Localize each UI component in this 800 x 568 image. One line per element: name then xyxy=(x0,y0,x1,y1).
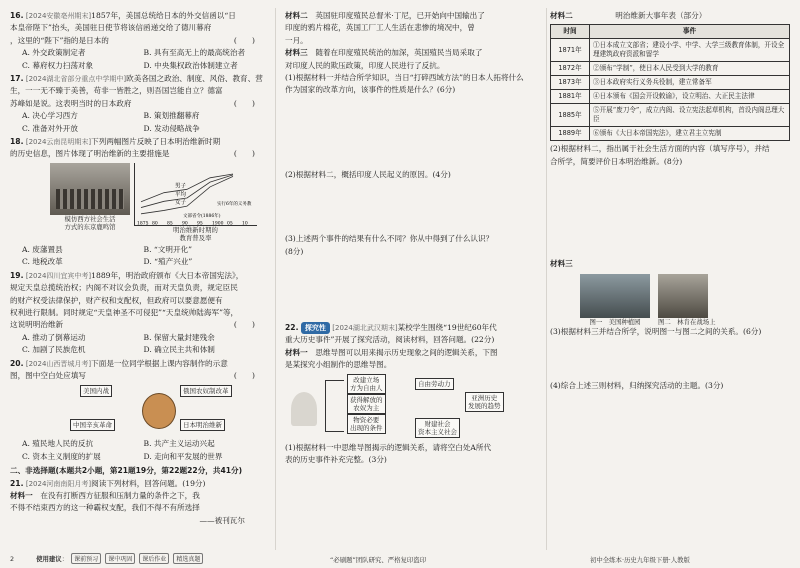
option-b[interactable]: B. “文明开化” xyxy=(143,244,193,254)
usage-pill: 课中巩固 xyxy=(105,553,135,564)
material-label: 材料三 xyxy=(550,259,573,269)
question-number: 16. xyxy=(10,11,24,20)
question-source-tag: [2024云南昆明期末] xyxy=(25,138,92,147)
question-stem: 权利进行限制。同时规定“天皇神圣不可侵犯”“天皇统帅陆海军”等， xyxy=(10,307,239,317)
series-label: 平均 xyxy=(175,191,187,198)
table-cell-year: 1872年 xyxy=(551,62,590,76)
answer-space[interactable] xyxy=(550,168,790,258)
answer-space[interactable] xyxy=(285,181,543,233)
question-stem: 重大历史事件”开展了探究活动，阅读材料，回答问题。(22分) xyxy=(285,335,495,345)
question-stem: 阅读下列材料，回答问题。(19分) xyxy=(91,478,206,488)
option-d[interactable]: D. “殖产兴业” xyxy=(143,257,193,267)
table-row xyxy=(551,127,790,141)
option-c[interactable]: C. 资本主义制度的扩展 xyxy=(22,451,101,461)
table-cell-year: 1885年 xyxy=(551,104,590,127)
table-header: 时间 xyxy=(551,25,590,39)
figure-caption: 图一 美国种植园 xyxy=(589,317,641,326)
diagram-box: 中国辛亥革命 xyxy=(70,419,115,431)
column-divider xyxy=(275,8,276,550)
x-tick-label: 05 xyxy=(227,221,233,225)
question-type-badge: 探究性 xyxy=(301,322,330,334)
question-stem: 图，图中空白处应填写 xyxy=(10,370,86,380)
question-stem: 规定天皇总揽统治权；内阁不对议会负责，而对天皇负责，规定臣民 xyxy=(10,283,238,293)
table-row xyxy=(551,39,790,62)
option-c[interactable]: C. 准备对外开放 xyxy=(22,123,78,133)
mind-map-node: 财建社会 资本主义社会 xyxy=(415,418,460,438)
options xyxy=(10,332,265,357)
figure-caption: 模仿西方社会生活 xyxy=(64,214,116,223)
answer-paren: ( ) xyxy=(233,149,255,159)
chart-annotation: 文部省令(1886年) xyxy=(183,213,221,219)
mind-map-node: 获得解放的 农奴为主 xyxy=(347,394,386,414)
plantation-photo xyxy=(580,274,650,318)
concept-diagram xyxy=(10,383,265,437)
sub-question: (2)根据材料二，概括印度人民起义的原因。(4分) xyxy=(285,169,451,179)
question-16 xyxy=(10,10,265,72)
footer-left: 2 使用建议： 课前预习 课中巩固 课后作业 精选真题 xyxy=(10,553,204,564)
material-text: 一月。 xyxy=(285,35,308,45)
series-line-2 xyxy=(141,176,233,213)
material-text: 思维导图可以用来揭示历史现象之间的逻辑关系，下图 xyxy=(315,347,498,357)
table-cell-year: 1871年 xyxy=(551,39,590,62)
table-cell-year: 1873年 xyxy=(551,76,590,90)
material-source: ——被刊瓦尔 xyxy=(199,515,245,525)
x-tick-label: 95 xyxy=(197,221,203,225)
series-label: 女子 xyxy=(175,199,187,206)
lincoln-photo xyxy=(658,274,708,318)
chart-svg xyxy=(135,163,257,225)
table-row xyxy=(551,62,790,76)
question-stem: 欧美各国之政治、制度、风俗、教育、营 xyxy=(126,74,263,84)
option-b[interactable]: B. 具有至高无上的最高统治者 xyxy=(143,48,246,58)
usage-pill: 课后作业 xyxy=(139,553,169,564)
question-source-tag: [2024山西晋城月考] xyxy=(25,359,92,368)
usage-label: 使用建议 xyxy=(36,555,62,563)
question-22 xyxy=(285,322,543,466)
sub-question: (3)上述两个事件的结果有什么不同？你从中得到了什么认识？ xyxy=(285,234,494,244)
answer-space[interactable] xyxy=(285,97,543,169)
options xyxy=(10,244,265,269)
rocket-icon xyxy=(291,392,317,426)
figure-row xyxy=(10,163,265,242)
sub-question: (4)综合上述三则材料，归纳探究活动的主题。(3分) xyxy=(550,381,724,391)
diagram-box: 美国内战 xyxy=(80,385,112,397)
option-c[interactable]: C. 加剧了民族危机 xyxy=(22,345,86,355)
x-tick-label: 10 xyxy=(242,221,248,225)
usage-pill: 精选真题 xyxy=(173,553,203,564)
question-stem: 1889年，明治政府颁布《大日本帝国宪法》， xyxy=(91,270,244,280)
question-stem: 本皇帝陛下”抬头，美国驻日使节将该信函递交给了德川幕府 xyxy=(10,23,212,33)
question-source-tag: [2024湖北省部分重点中学期中] xyxy=(25,75,127,84)
options xyxy=(10,438,265,463)
question-21 xyxy=(10,478,265,525)
material-text: 随着在印度殖民统治的加深，英国殖民当局采取了 xyxy=(315,48,483,58)
question-stem: 1857年，美国总统给日本的外交信函以“日 xyxy=(91,11,236,20)
table-title: 明治维新大事年表（部分） xyxy=(615,11,707,20)
option-c[interactable]: C. 幕府权力扫荡对象 xyxy=(22,60,94,70)
question-stem: 某校学生围绕“19世纪60年代 xyxy=(397,323,497,333)
material-text: 在没有打断西方征服和压制力量的条件之下，我 xyxy=(40,490,200,500)
question-number: 22. xyxy=(285,323,299,333)
student-icon xyxy=(142,393,176,429)
material-label: 材料一 xyxy=(285,347,308,357)
answer-paren: ( ) xyxy=(233,98,255,108)
footer-right: 初中全练本·历史九年级下册·人教版 xyxy=(590,556,690,564)
figure-caption: 教育普及率 xyxy=(179,233,212,242)
question-number: 20. xyxy=(10,358,24,368)
question-number: 18. xyxy=(10,137,24,147)
mind-map-node: 自由劳动力 xyxy=(415,378,454,390)
option-a[interactable]: A. 废藩置县 xyxy=(22,244,63,254)
answer-paren: ( ) xyxy=(233,35,255,45)
section-heading: 二、非选择题(本题共2小题，第21题19分，第22题22分，共41分) xyxy=(10,466,243,476)
diagram-box: 日本明治维新 xyxy=(180,419,225,431)
question-number: 21. xyxy=(10,478,24,488)
sub-question: 合所学，简要评价日本明治维新。(8分) xyxy=(550,156,683,166)
x-tick-label: 85 xyxy=(167,221,173,225)
question-stem: 下列两幅图片反映了日本明治维新时期 xyxy=(91,137,221,147)
question-stem: 苏峰如是说。这表明当时的日本政府 xyxy=(10,98,132,108)
table-cell-event: ②颁布“学制”，使日本人民受到大学的教育 xyxy=(590,62,790,76)
option-b[interactable]: B. 保留大量封建残余 xyxy=(143,332,215,342)
table-cell-event: ⑤开展“废刀令”，成立内阁、设立宪法起草机构，首设内阁总理大臣 xyxy=(590,104,790,127)
question-stem: ，这里的“陛下”指的是日本的 xyxy=(10,35,109,45)
sub-question: (1)根据材料一中思维导图揭示的逻辑关系，请将空白处A所代 xyxy=(285,442,492,452)
mind-map-node: 改建立场 方为自由人 xyxy=(347,374,386,394)
option-c[interactable]: C. 地税改革 xyxy=(22,257,63,267)
answer-space[interactable] xyxy=(550,338,790,380)
figure-caption: 方式的东京鹿鸣馆 xyxy=(64,222,116,231)
material-text: 英国驻印度殖民总督米·丁尼，已开始向中国输出了 xyxy=(315,11,485,20)
table-row xyxy=(551,104,790,127)
option-d[interactable]: D. 中央集权政治体制建立者 xyxy=(143,60,238,70)
question-17 xyxy=(10,73,265,135)
material-text: 印度的鸦片棉花，英国工厂工人生活在悲惨的境况中，曾 xyxy=(285,23,475,33)
material-label: 材料二 xyxy=(550,11,573,20)
figure-caption: 明治维新时期的 xyxy=(173,225,218,234)
question-20 xyxy=(10,358,265,464)
table-cell-event: ⑥颁布《大日本帝国宪法》，建立君主立宪制 xyxy=(590,127,790,141)
diagram-box: 俄国农奴制改革 xyxy=(180,385,232,397)
page-number: 2 xyxy=(10,555,15,563)
question-source-tag: [2024河南南阳月考] xyxy=(25,479,92,488)
options xyxy=(10,47,265,72)
table-row xyxy=(551,90,790,104)
material-label: 材料一 xyxy=(10,490,33,500)
material-text: 不得不结束西方的这一种霸权支配，我们不得不有所选择 xyxy=(10,503,200,513)
question-stem: 下面是一位同学根据上课内容制作的示意 xyxy=(91,358,228,368)
rokumeikan-photo xyxy=(50,163,130,215)
answer-paren: ( ) xyxy=(233,320,255,330)
question-stem: 的财产权受法律保护，财产权和支配权，但政府可以要意愿便有 xyxy=(10,295,223,305)
mind-map xyxy=(285,372,543,442)
option-a[interactable]: A. 推动了倒幕运动 xyxy=(22,332,86,342)
options xyxy=(10,110,265,135)
footer-center: “必刷题”团队研究、严格复印盗印 xyxy=(330,556,427,564)
sub-question: 表的历史事件补充完整。(3分) xyxy=(285,455,387,465)
option-b[interactable]: B. 策划推翻幕府 xyxy=(143,111,200,121)
answer-paren: ( ) xyxy=(233,370,255,380)
middle-column xyxy=(285,10,543,468)
option-d[interactable]: D. 确立民主共和体制 xyxy=(143,345,215,355)
sub-question: 作为国家的改革方向，该事件的性质是什么？(6分) xyxy=(285,85,456,95)
question-stem: 这说明明治维新 xyxy=(10,320,64,330)
series-label: 男子 xyxy=(175,183,187,190)
question-18 xyxy=(10,136,265,269)
question-source-tag: [2024安徽亳州期末] xyxy=(25,12,92,20)
sub-question: (8分) xyxy=(285,246,304,256)
table-cell-year: 1881年 xyxy=(551,90,590,104)
option-a[interactable]: A. 决心学习西方 xyxy=(22,111,78,121)
x-tick-label: 1875 xyxy=(137,221,149,225)
material-label: 材料三 xyxy=(285,48,308,58)
answer-space[interactable] xyxy=(285,258,543,322)
option-d[interactable]: D. 发动侵略战争 xyxy=(143,123,200,133)
education-rate-chart xyxy=(134,163,257,226)
question-stem: 的历史信息，图片体现了明治维新的主要措施是 xyxy=(10,149,170,159)
table-cell-event: ④日本颁布《国会开设敕谕》，设立明治、大正民主法律 xyxy=(590,90,790,104)
column-divider xyxy=(546,8,547,550)
right-column xyxy=(550,10,790,392)
question-stem: 生，一一无不臻于美善，苟非一皆胜之，则吾国岂能自立？德富 xyxy=(10,86,223,96)
mind-map-node: 物资必要 出现的条件 xyxy=(347,414,386,434)
sub-question: (3)根据材料三并结合所学，说明图一与图二之间的关系。(6分) xyxy=(550,326,762,336)
figure-caption: 图二 林肯在战场上 xyxy=(658,317,716,326)
x-tick-label: 80 xyxy=(152,221,158,225)
chart-annotation: 实行6年的义务教 xyxy=(217,201,252,207)
material-label: 材料二 xyxy=(285,11,308,20)
material-text: 是某探究小组制作的思维导图。 xyxy=(285,360,392,370)
option-b[interactable]: B. 共产主义运动兴起 xyxy=(143,439,215,449)
question-source-tag: [2024四川宜宾中考] xyxy=(25,271,92,280)
meiji-timeline-table xyxy=(550,24,790,141)
question-source-tag: [2024湖北武汉期末] xyxy=(332,324,398,333)
sub-question: (2)根据材料二，指出属于社会生活方面的内容（填写序号），并结 xyxy=(550,144,770,154)
question-19 xyxy=(10,270,265,357)
option-a[interactable]: A. 外交政策制定者 xyxy=(22,48,86,58)
mind-map-bracket xyxy=(325,380,344,432)
material3-figures xyxy=(580,274,790,326)
table-header: 事件 xyxy=(590,25,790,39)
question-number: 17. xyxy=(10,74,24,84)
question-number: 19. xyxy=(10,270,24,280)
x-tick-label: 1900 xyxy=(212,221,224,225)
table-cell-year: 1889年 xyxy=(551,127,590,141)
x-tick-label: 90 xyxy=(182,221,188,225)
table-cell-event: ①日本成立文部省；建设小学、中学、大学三级教育体制，开设全理建筑政府资派和留学 xyxy=(590,39,790,62)
sub-question: (1)根据材料一并结合所学知识，当日“打碎西域方法”的日本人拓将什么 xyxy=(285,73,524,83)
left-column xyxy=(10,10,265,527)
mind-map-node: 亚洲历史 发展的趋势 xyxy=(465,392,504,412)
option-d[interactable]: D. 走向和平发展的世界 xyxy=(143,451,223,461)
material-text: 对印度人民的欺压政策，印度人民进行了反抗。 xyxy=(285,60,445,70)
table-row xyxy=(551,76,790,90)
option-a[interactable]: A. 殖民地人民的反抗 xyxy=(22,439,94,449)
usage-pill: 课前预习 xyxy=(71,553,101,564)
table-cell-event: ③日本政府实行义务兵役制，建立常备军 xyxy=(590,76,790,90)
